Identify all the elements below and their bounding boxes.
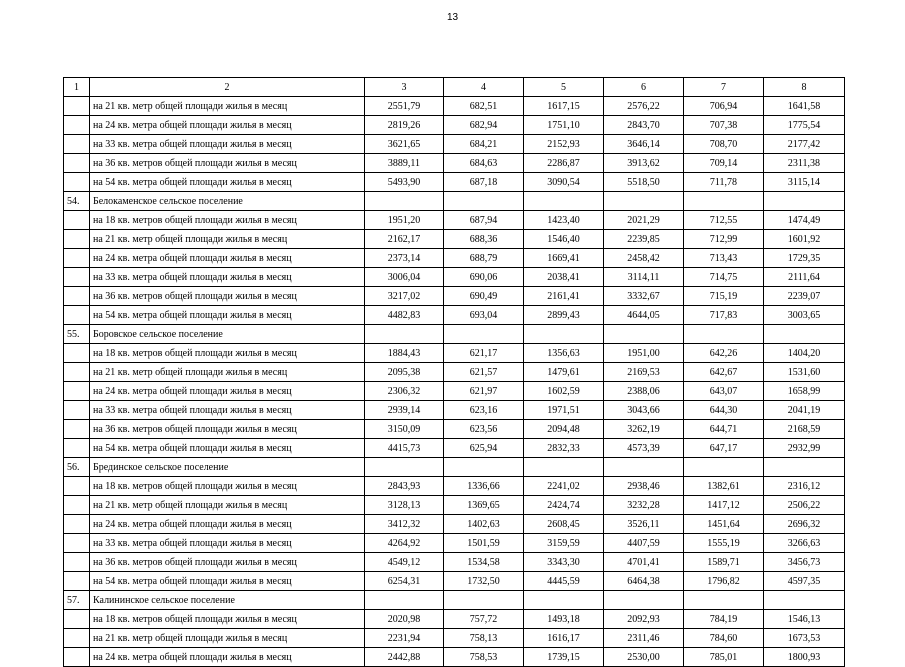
value-cell-col-7: 707,38 xyxy=(684,116,764,135)
value-cell-col-5: 3159,59 xyxy=(524,534,604,553)
table-row xyxy=(64,173,845,192)
value-cell-col-7 xyxy=(684,458,764,477)
value-cell-col-8: 2316,12 xyxy=(764,477,845,496)
value-cell-col-4: 693,04 xyxy=(444,306,524,325)
value-cell-col-6: 3114,11 xyxy=(604,268,684,287)
value-cell-col-7: 784,19 xyxy=(684,610,764,629)
row-index-cell xyxy=(64,154,90,173)
row-index-cell xyxy=(64,363,90,382)
value-cell-col-7: 785,01 xyxy=(684,648,764,667)
value-cell-col-8: 1531,60 xyxy=(764,363,845,382)
value-cell-col-8: 2177,42 xyxy=(764,135,845,154)
value-cell-col-6: 4644,05 xyxy=(604,306,684,325)
value-cell-col-5: 1739,15 xyxy=(524,648,604,667)
table-row xyxy=(64,287,845,306)
value-cell-col-7: 1589,71 xyxy=(684,553,764,572)
row-index-cell xyxy=(64,97,90,116)
section-title-cell: Калининское сельское поселение xyxy=(90,591,365,610)
value-cell-col-7 xyxy=(684,591,764,610)
value-cell-col-8: 2041,19 xyxy=(764,401,845,420)
table-row xyxy=(64,477,845,496)
value-cell-col-5 xyxy=(524,325,604,344)
value-cell-col-5: 2241,02 xyxy=(524,477,604,496)
column-header-7: 7 xyxy=(684,78,764,97)
value-cell-col-7: 784,60 xyxy=(684,629,764,648)
value-cell-col-4: 758,53 xyxy=(444,648,524,667)
description-cell: на 21 кв. метр общей площади жилья в месяц xyxy=(90,230,365,249)
value-cell-col-4: 758,13 xyxy=(444,629,524,648)
value-cell-col-6: 3332,67 xyxy=(604,287,684,306)
value-cell-col-6: 2843,70 xyxy=(604,116,684,135)
value-cell-col-7: 1382,61 xyxy=(684,477,764,496)
value-cell-col-6 xyxy=(604,591,684,610)
value-cell-col-7: 713,43 xyxy=(684,249,764,268)
value-cell-col-4: 687,94 xyxy=(444,211,524,230)
value-cell-col-6: 1951,00 xyxy=(604,344,684,363)
table-row xyxy=(64,401,845,420)
value-cell-col-5: 1423,40 xyxy=(524,211,604,230)
value-cell-col-3: 2373,14 xyxy=(365,249,444,268)
value-cell-col-8: 1404,20 xyxy=(764,344,845,363)
value-cell-col-3: 4482,83 xyxy=(365,306,444,325)
value-cell-col-8: 2168,59 xyxy=(764,420,845,439)
value-cell-col-7 xyxy=(684,192,764,211)
value-cell-col-6 xyxy=(604,325,684,344)
value-cell-col-3: 2843,93 xyxy=(365,477,444,496)
description-cell: на 54 кв. метра общей площади жилья в месяц xyxy=(90,306,365,325)
value-cell-col-3: 3128,13 xyxy=(365,496,444,515)
row-index-cell xyxy=(64,116,90,135)
value-cell-col-7: 644,71 xyxy=(684,420,764,439)
row-index-cell: 54. xyxy=(64,192,90,211)
value-cell-col-7: 643,07 xyxy=(684,382,764,401)
value-cell-col-4: 690,06 xyxy=(444,268,524,287)
description-cell: на 21 кв. метр общей площади жилья в месяц xyxy=(90,629,365,648)
value-cell-col-8 xyxy=(764,591,845,610)
row-index-cell: 55. xyxy=(64,325,90,344)
row-index-cell xyxy=(64,439,90,458)
value-cell-col-4: 688,79 xyxy=(444,249,524,268)
value-cell-col-3: 3621,65 xyxy=(365,135,444,154)
value-cell-col-6: 4573,39 xyxy=(604,439,684,458)
row-index-cell xyxy=(64,401,90,420)
value-cell-col-7: 642,26 xyxy=(684,344,764,363)
row-index-cell xyxy=(64,553,90,572)
value-cell-col-8: 1601,92 xyxy=(764,230,845,249)
value-cell-col-4: 1534,58 xyxy=(444,553,524,572)
value-cell-col-3: 2551,79 xyxy=(365,97,444,116)
description-cell: на 54 кв. метра общей площади жилья в месяц xyxy=(90,439,365,458)
table-row xyxy=(64,211,845,230)
value-cell-col-3: 2939,14 xyxy=(365,401,444,420)
description-cell: на 36 кв. метров общей площади жилья в месяц xyxy=(90,420,365,439)
value-cell-col-5: 1356,63 xyxy=(524,344,604,363)
value-cell-col-5: 2286,87 xyxy=(524,154,604,173)
value-cell-col-3: 4549,12 xyxy=(365,553,444,572)
value-cell-col-5: 1493,18 xyxy=(524,610,604,629)
value-cell-col-4: 1501,59 xyxy=(444,534,524,553)
row-index-cell xyxy=(64,211,90,230)
table-row xyxy=(64,610,845,629)
row-index-cell xyxy=(64,287,90,306)
description-cell: на 21 кв. метр общей площади жилья в месяц xyxy=(90,97,365,116)
value-cell-col-7: 644,30 xyxy=(684,401,764,420)
value-cell-col-4 xyxy=(444,325,524,344)
value-cell-col-5: 2899,43 xyxy=(524,306,604,325)
row-index-cell: 57. xyxy=(64,591,90,610)
value-cell-col-8: 1474,49 xyxy=(764,211,845,230)
row-index-cell xyxy=(64,648,90,667)
row-index-cell xyxy=(64,249,90,268)
value-cell-col-3 xyxy=(365,325,444,344)
description-cell: на 36 кв. метров общей площади жилья в месяц xyxy=(90,287,365,306)
row-index-cell xyxy=(64,420,90,439)
value-cell-col-6: 3913,62 xyxy=(604,154,684,173)
value-cell-col-8: 3003,65 xyxy=(764,306,845,325)
value-cell-col-3: 2020,98 xyxy=(365,610,444,629)
description-cell: на 33 кв. метра общей площади жилья в месяц xyxy=(90,401,365,420)
table-header-row xyxy=(64,78,845,97)
description-cell: на 18 кв. метров общей площади жилья в месяц xyxy=(90,477,365,496)
row-index-cell xyxy=(64,382,90,401)
value-cell-col-5 xyxy=(524,591,604,610)
table-row xyxy=(64,648,845,667)
description-cell: на 24 кв. метра общей площади жилья в месяц xyxy=(90,249,365,268)
value-cell-col-5: 1617,15 xyxy=(524,97,604,116)
value-cell-col-7: 706,94 xyxy=(684,97,764,116)
value-cell-col-8: 2111,64 xyxy=(764,268,845,287)
table-row xyxy=(64,439,845,458)
value-cell-col-8: 1775,54 xyxy=(764,116,845,135)
value-cell-col-5: 4445,59 xyxy=(524,572,604,591)
value-cell-col-4: 687,18 xyxy=(444,173,524,192)
value-cell-col-6: 2530,00 xyxy=(604,648,684,667)
table-row xyxy=(64,135,845,154)
row-index-cell xyxy=(64,515,90,534)
description-cell: на 18 кв. метров общей площади жилья в месяц xyxy=(90,211,365,230)
value-cell-col-8 xyxy=(764,325,845,344)
table-row xyxy=(64,306,845,325)
value-cell-col-8: 1800,93 xyxy=(764,648,845,667)
value-cell-col-5 xyxy=(524,458,604,477)
value-cell-col-3 xyxy=(365,192,444,211)
column-header-5: 5 xyxy=(524,78,604,97)
value-cell-col-5 xyxy=(524,192,604,211)
description-cell: на 18 кв. метров общей площади жилья в месяц xyxy=(90,344,365,363)
value-cell-col-4 xyxy=(444,591,524,610)
row-index-cell: 56. xyxy=(64,458,90,477)
value-cell-col-4: 682,51 xyxy=(444,97,524,116)
row-index-cell xyxy=(64,496,90,515)
value-cell-col-4: 1402,63 xyxy=(444,515,524,534)
value-cell-col-4: 688,36 xyxy=(444,230,524,249)
section-title-cell: Белокаменское сельское поселение xyxy=(90,192,365,211)
table-row xyxy=(64,344,845,363)
table-row xyxy=(64,420,845,439)
description-cell: на 36 кв. метров общей площади жилья в месяц xyxy=(90,154,365,173)
value-cell-col-8: 1546,13 xyxy=(764,610,845,629)
value-cell-col-6: 2021,29 xyxy=(604,211,684,230)
value-cell-col-8: 2696,32 xyxy=(764,515,845,534)
tariff-table xyxy=(63,77,845,667)
section-title-cell: Брединское сельское поселение xyxy=(90,458,365,477)
value-cell-col-5: 1971,51 xyxy=(524,401,604,420)
value-cell-col-8 xyxy=(764,192,845,211)
value-cell-col-7: 1451,64 xyxy=(684,515,764,534)
value-cell-col-3: 2231,94 xyxy=(365,629,444,648)
value-cell-col-4: 1336,66 xyxy=(444,477,524,496)
value-cell-col-5: 2038,41 xyxy=(524,268,604,287)
description-cell: на 33 кв. метра общей площади жилья в месяц xyxy=(90,135,365,154)
value-cell-col-3: 2306,32 xyxy=(365,382,444,401)
table-row xyxy=(64,363,845,382)
description-cell: на 54 кв. метра общей площади жилья в месяц xyxy=(90,173,365,192)
value-cell-col-7: 1796,82 xyxy=(684,572,764,591)
description-cell: на 54 кв. метра общей площади жилья в месяц xyxy=(90,572,365,591)
value-cell-col-6: 2311,46 xyxy=(604,629,684,648)
value-cell-col-5: 2161,41 xyxy=(524,287,604,306)
row-index-cell xyxy=(64,629,90,648)
value-cell-col-7 xyxy=(684,325,764,344)
value-cell-col-7: 708,70 xyxy=(684,135,764,154)
value-cell-col-5: 2608,45 xyxy=(524,515,604,534)
column-header-3: 3 xyxy=(365,78,444,97)
value-cell-col-5: 1546,40 xyxy=(524,230,604,249)
value-cell-col-5: 2094,48 xyxy=(524,420,604,439)
table-row xyxy=(64,230,845,249)
value-cell-col-3: 4415,73 xyxy=(365,439,444,458)
value-cell-col-6: 2239,85 xyxy=(604,230,684,249)
value-cell-col-7: 711,78 xyxy=(684,173,764,192)
row-index-cell xyxy=(64,173,90,192)
value-cell-col-5: 1602,59 xyxy=(524,382,604,401)
value-cell-col-8: 3456,73 xyxy=(764,553,845,572)
table-row xyxy=(64,154,845,173)
table-row xyxy=(64,249,845,268)
value-cell-col-3: 2819,26 xyxy=(365,116,444,135)
value-cell-col-6: 3526,11 xyxy=(604,515,684,534)
value-cell-col-8: 1729,35 xyxy=(764,249,845,268)
value-cell-col-4: 621,97 xyxy=(444,382,524,401)
value-cell-col-5: 1669,41 xyxy=(524,249,604,268)
section-row xyxy=(64,325,845,344)
row-index-cell xyxy=(64,477,90,496)
value-cell-col-7: 712,99 xyxy=(684,230,764,249)
value-cell-col-3: 6254,31 xyxy=(365,572,444,591)
value-cell-col-4: 621,57 xyxy=(444,363,524,382)
value-cell-col-6: 2938,46 xyxy=(604,477,684,496)
value-cell-col-3: 3150,09 xyxy=(365,420,444,439)
value-cell-col-6: 3232,28 xyxy=(604,496,684,515)
value-cell-col-8: 2932,99 xyxy=(764,439,845,458)
row-index-cell xyxy=(64,534,90,553)
value-cell-col-3: 3412,32 xyxy=(365,515,444,534)
row-index-cell xyxy=(64,344,90,363)
description-cell: на 21 кв. метр общей площади жилья в месяц xyxy=(90,363,365,382)
value-cell-col-6: 6464,38 xyxy=(604,572,684,591)
value-cell-col-6: 5518,50 xyxy=(604,173,684,192)
table-body xyxy=(64,97,845,667)
row-index-cell xyxy=(64,135,90,154)
value-cell-col-7: 712,55 xyxy=(684,211,764,230)
row-index-cell xyxy=(64,306,90,325)
value-cell-col-3: 2162,17 xyxy=(365,230,444,249)
value-cell-col-5: 2152,93 xyxy=(524,135,604,154)
description-cell: на 24 кв. метра общей площади жилья в месяц xyxy=(90,382,365,401)
column-header-1: 1 xyxy=(64,78,90,97)
value-cell-col-4: 625,94 xyxy=(444,439,524,458)
value-cell-col-5: 1479,61 xyxy=(524,363,604,382)
value-cell-col-6: 2169,53 xyxy=(604,363,684,382)
table-row xyxy=(64,629,845,648)
value-cell-col-8: 1673,53 xyxy=(764,629,845,648)
section-row xyxy=(64,458,845,477)
value-cell-col-6: 3646,14 xyxy=(604,135,684,154)
value-cell-col-7: 709,14 xyxy=(684,154,764,173)
value-cell-col-3: 1884,43 xyxy=(365,344,444,363)
value-cell-col-8: 3115,14 xyxy=(764,173,845,192)
value-cell-col-4: 684,63 xyxy=(444,154,524,173)
value-cell-col-7: 714,75 xyxy=(684,268,764,287)
section-title-cell: Боровское сельское поселение xyxy=(90,325,365,344)
value-cell-col-5: 3090,54 xyxy=(524,173,604,192)
value-cell-col-4: 1732,50 xyxy=(444,572,524,591)
column-header-8: 8 xyxy=(764,78,845,97)
value-cell-col-7: 647,17 xyxy=(684,439,764,458)
value-cell-col-4: 623,16 xyxy=(444,401,524,420)
value-cell-col-6: 2092,93 xyxy=(604,610,684,629)
value-cell-col-3: 3006,04 xyxy=(365,268,444,287)
value-cell-col-3: 3889,11 xyxy=(365,154,444,173)
value-cell-col-4 xyxy=(444,192,524,211)
value-cell-col-6: 4407,59 xyxy=(604,534,684,553)
description-cell: на 24 кв. метра общей площади жилья в месяц xyxy=(90,116,365,135)
description-cell: на 18 кв. метров общей площади жилья в месяц xyxy=(90,610,365,629)
value-cell-col-4: 621,17 xyxy=(444,344,524,363)
row-index-cell xyxy=(64,610,90,629)
value-cell-col-3 xyxy=(365,458,444,477)
row-index-cell xyxy=(64,268,90,287)
description-cell: на 33 кв. метра общей площади жилья в месяц xyxy=(90,534,365,553)
value-cell-col-4: 1369,65 xyxy=(444,496,524,515)
value-cell-col-5: 1751,10 xyxy=(524,116,604,135)
value-cell-col-8: 4597,35 xyxy=(764,572,845,591)
table-row xyxy=(64,496,845,515)
value-cell-col-6: 2576,22 xyxy=(604,97,684,116)
table-row xyxy=(64,382,845,401)
value-cell-col-7: 1555,19 xyxy=(684,534,764,553)
value-cell-col-4: 684,21 xyxy=(444,135,524,154)
value-cell-col-4: 682,94 xyxy=(444,116,524,135)
value-cell-col-6: 2458,42 xyxy=(604,249,684,268)
value-cell-col-8: 3266,63 xyxy=(764,534,845,553)
page-number: 13 xyxy=(446,12,459,23)
value-cell-col-8: 1658,99 xyxy=(764,382,845,401)
table-row xyxy=(64,116,845,135)
value-cell-col-3: 3217,02 xyxy=(365,287,444,306)
value-cell-col-7: 1417,12 xyxy=(684,496,764,515)
table-row xyxy=(64,268,845,287)
value-cell-col-7: 642,67 xyxy=(684,363,764,382)
value-cell-col-4: 690,49 xyxy=(444,287,524,306)
column-header-2: 2 xyxy=(90,78,365,97)
value-cell-col-7: 715,19 xyxy=(684,287,764,306)
description-cell: на 24 кв. метра общей площади жилья в месяц xyxy=(90,648,365,667)
table-row xyxy=(64,553,845,572)
value-cell-col-3: 4264,92 xyxy=(365,534,444,553)
value-cell-col-3: 2095,38 xyxy=(365,363,444,382)
description-cell: на 33 кв. метра общей площади жилья в месяц xyxy=(90,268,365,287)
row-index-cell xyxy=(64,572,90,591)
value-cell-col-6: 3262,19 xyxy=(604,420,684,439)
section-row xyxy=(64,192,845,211)
description-cell: на 24 кв. метра общей площади жилья в месяц xyxy=(90,515,365,534)
value-cell-col-3: 2442,88 xyxy=(365,648,444,667)
section-row xyxy=(64,591,845,610)
value-cell-col-7: 717,83 xyxy=(684,306,764,325)
value-cell-col-6: 2388,06 xyxy=(604,382,684,401)
value-cell-col-3: 1951,20 xyxy=(365,211,444,230)
value-cell-col-8: 1641,58 xyxy=(764,97,845,116)
value-cell-col-5: 2832,33 xyxy=(524,439,604,458)
value-cell-col-4 xyxy=(444,458,524,477)
value-cell-col-5: 1616,17 xyxy=(524,629,604,648)
value-cell-col-5: 2424,74 xyxy=(524,496,604,515)
table-row xyxy=(64,97,845,116)
value-cell-col-8: 2311,38 xyxy=(764,154,845,173)
table-row xyxy=(64,515,845,534)
value-cell-col-8: 2239,07 xyxy=(764,287,845,306)
column-header-6: 6 xyxy=(604,78,684,97)
value-cell-col-4: 623,56 xyxy=(444,420,524,439)
value-cell-col-6: 4701,41 xyxy=(604,553,684,572)
table-row xyxy=(64,534,845,553)
value-cell-col-3: 5493,90 xyxy=(365,173,444,192)
value-cell-col-3 xyxy=(365,591,444,610)
value-cell-col-6: 3043,66 xyxy=(604,401,684,420)
value-cell-col-4: 757,72 xyxy=(444,610,524,629)
column-header-4: 4 xyxy=(444,78,524,97)
description-cell: на 36 кв. метров общей площади жилья в месяц xyxy=(90,553,365,572)
description-cell: на 21 кв. метр общей площади жилья в месяц xyxy=(90,496,365,515)
value-cell-col-6 xyxy=(604,192,684,211)
value-cell-col-8: 2506,22 xyxy=(764,496,845,515)
row-index-cell xyxy=(64,230,90,249)
table-row xyxy=(64,572,845,591)
value-cell-col-6 xyxy=(604,458,684,477)
value-cell-col-8 xyxy=(764,458,845,477)
value-cell-col-5: 3343,30 xyxy=(524,553,604,572)
